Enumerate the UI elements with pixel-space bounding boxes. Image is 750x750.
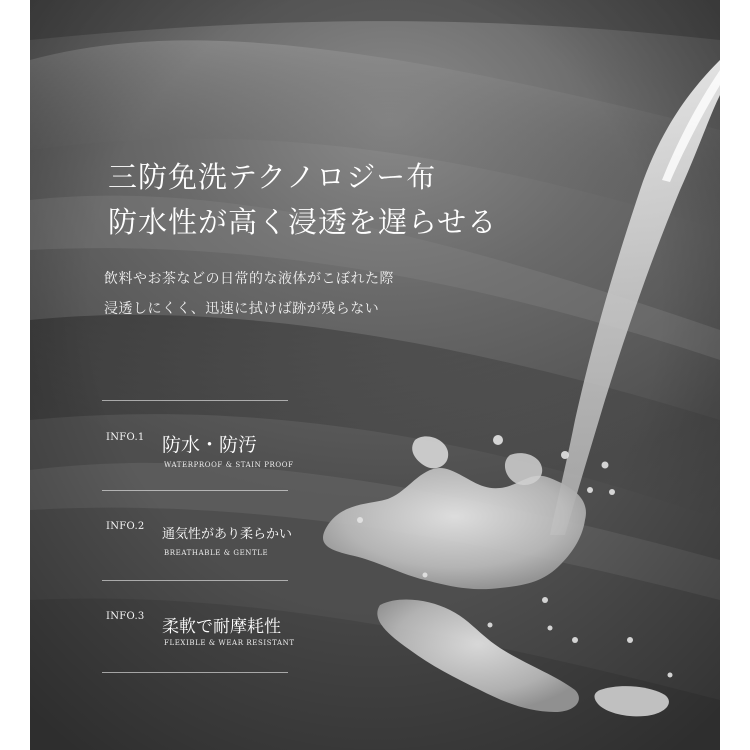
feature-1-tag: INFO.1 <box>106 432 145 443</box>
divider <box>102 400 288 401</box>
divider <box>102 580 288 581</box>
description-line-2: 浸透しにくく、迅速に拭けば跡が残らない <box>104 301 380 317</box>
feature-1-subtitle: WATERPROOF & STAIN PROOF <box>164 461 294 469</box>
fabric-photo <box>30 0 720 750</box>
feature-2-title: 通気性があり柔らかい <box>162 527 293 542</box>
divider <box>102 672 288 673</box>
feature-3-subtitle: FLEXIBLE & WEAR RESISTANT <box>164 639 295 647</box>
water-splash-illustration <box>30 0 720 750</box>
feature-3-tag: INFO.3 <box>106 611 145 622</box>
divider <box>102 490 288 491</box>
headline-line-2: 防水性が高く浸透を遅らせる <box>108 205 498 239</box>
feature-2-subtitle: BREATHABLE & GENTLE <box>164 549 269 557</box>
feature-1-title: 防水・防汚 <box>162 434 258 456</box>
feature-2-tag: INFO.2 <box>106 521 145 532</box>
water-puddle-main <box>323 468 586 589</box>
water-puddle-lower <box>377 600 579 712</box>
headline-line-1: 三防免洗テクノロジー布 <box>108 160 437 194</box>
feature-3-title: 柔軟で耐摩耗性 <box>162 617 281 637</box>
description-line-1: 飲料やお茶などの日常的な液体がこぼれた際 <box>104 271 394 287</box>
pour-stream <box>550 60 720 535</box>
